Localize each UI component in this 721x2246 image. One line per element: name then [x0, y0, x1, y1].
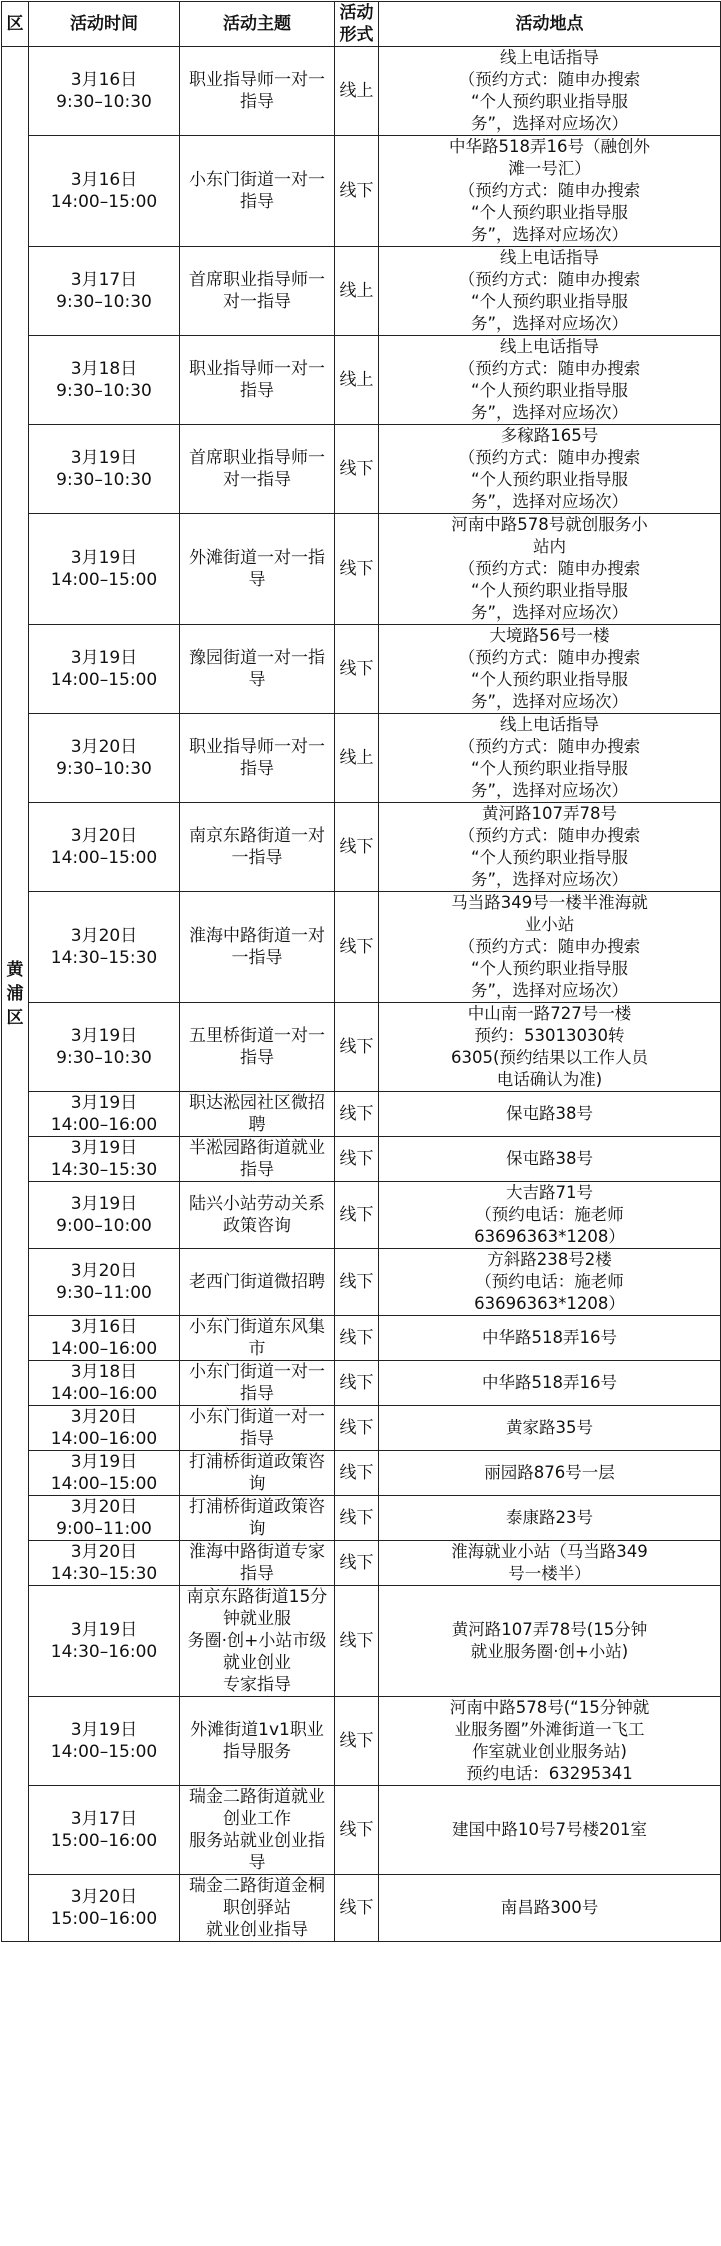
location-cell: 建国中路10号7号楼201室: [379, 1786, 721, 1875]
table-row: [2, 1182, 721, 1249]
location-cell: 黄河路107弄78号(15分钟 就业服务圈·创+小站): [379, 1586, 721, 1697]
location-cell: 淮海就业小站（马当路349 号一楼半）: [379, 1541, 721, 1586]
time-cell: 3月19日 14:00–15:00: [29, 514, 180, 625]
time-cell: 3月17日 9:30–10:30: [29, 247, 180, 336]
location-cell: 保屯路38号: [379, 1092, 721, 1137]
mode-cell: 线下: [335, 1316, 379, 1361]
district-cell: 黄 浦 区: [2, 47, 29, 1942]
mode-cell: 线下: [335, 1182, 379, 1249]
time-cell: 3月20日 9:30–10:30: [29, 714, 180, 803]
table-body: [2, 47, 721, 1942]
header-district: 区: [2, 2, 29, 47]
table-row: [2, 425, 721, 514]
mode-cell: 线下: [335, 803, 379, 892]
topic-cell: 五里桥街道一对一指导: [180, 1003, 335, 1092]
time-cell: 3月20日 14:00–15:00: [29, 803, 180, 892]
mode-cell: 线下: [335, 1361, 379, 1406]
time-cell: 3月19日 14:00–16:00: [29, 1092, 180, 1137]
location-cell: 南昌路300号: [379, 1875, 721, 1942]
mode-cell: 线下: [335, 625, 379, 714]
mode-cell: 线下: [335, 1249, 379, 1316]
mode-cell: 线下: [335, 1406, 379, 1451]
mode-cell: 线下: [335, 425, 379, 514]
mode-cell: 线下: [335, 136, 379, 247]
header-location: 活动地点: [379, 2, 721, 47]
time-cell: 3月16日 14:00–16:00: [29, 1316, 180, 1361]
table-row: [2, 1092, 721, 1137]
table-row: [2, 1451, 721, 1496]
location-cell: 河南中路578号(“15分钟就 业服务圈”外滩街道一飞工 作室就业创业服务站) 预约电话：63295341: [379, 1697, 721, 1786]
topic-cell: 淮海中路街道专家指导: [180, 1541, 335, 1586]
time-cell: 3月19日 9:30–10:30: [29, 425, 180, 514]
time-cell: 3月18日 9:30–10:30: [29, 336, 180, 425]
time-cell: 3月16日 9:30–10:30: [29, 47, 180, 136]
header-time: 活动时间: [29, 2, 180, 47]
topic-cell: 职业指导师一对一指导: [180, 714, 335, 803]
table-row: [2, 1003, 721, 1092]
topic-cell: 豫园街道一对一指导: [180, 625, 335, 714]
table-row: [2, 1406, 721, 1451]
location-cell: 马当路349号一楼半淮海就 业小站 （预约方式：随申办搜索 “个人预约职业指导服 务”，选择对应场次）: [379, 892, 721, 1003]
location-cell: 线上电话指导 （预约方式：随申办搜索 “个人预约职业指导服 务”，选择对应场次）: [379, 714, 721, 803]
time-cell: 3月19日 14:00–15:00: [29, 1697, 180, 1786]
mode-cell: 线上: [335, 47, 379, 136]
location-cell: 泰康路23号: [379, 1496, 721, 1541]
topic-cell: 小东门街道一对一指导: [180, 1406, 335, 1451]
location-cell: 丽园路876号一层: [379, 1451, 721, 1496]
mode-cell: 线下: [335, 1451, 379, 1496]
header-mode: 活动形式: [335, 2, 379, 47]
location-cell: 线上电话指导 （预约方式：随申办搜索 “个人预约职业指导服 务”，选择对应场次）: [379, 247, 721, 336]
table-row: [2, 1541, 721, 1586]
location-cell: 线上电话指导 （预约方式：随申办搜索 “个人预约职业指导服 务”，选择对应场次）: [379, 336, 721, 425]
table-row: [2, 514, 721, 625]
table-row: [2, 892, 721, 1003]
mode-cell: 线下: [335, 1092, 379, 1137]
location-cell: 大境路56号一楼 （预约方式：随申办搜索 “个人预约职业指导服 务”，选择对应场次）: [379, 625, 721, 714]
mode-cell: 线下: [335, 1496, 379, 1541]
header-topic: 活动主题: [180, 2, 335, 47]
topic-cell: 小东门街道一对一指导: [180, 1361, 335, 1406]
location-cell: 多稼路165号 （预约方式：随申办搜索 “个人预约职业指导服 务”，选择对应场次）: [379, 425, 721, 514]
time-cell: 3月18日 14:00–16:00: [29, 1361, 180, 1406]
topic-cell: 首席职业指导师一对一指导: [180, 247, 335, 336]
topic-cell: 老西门街道微招聘: [180, 1249, 335, 1316]
time-cell: 3月20日 9:00–11:00: [29, 1496, 180, 1541]
table-row: [2, 336, 721, 425]
topic-cell: 职达淞园社区微招聘: [180, 1092, 335, 1137]
time-cell: 3月20日 14:30–15:30: [29, 892, 180, 1003]
topic-cell: 小东门街道东风集市: [180, 1316, 335, 1361]
topic-cell: 打浦桥街道政策咨询: [180, 1451, 335, 1496]
time-cell: 3月20日 14:00–16:00: [29, 1406, 180, 1451]
location-cell: 中华路518弄16号: [379, 1316, 721, 1361]
mode-cell: 线上: [335, 714, 379, 803]
table-row: [2, 803, 721, 892]
time-cell: 3月16日 14:00–15:00: [29, 136, 180, 247]
location-cell: 中华路518弄16号（融创外 滩一号汇） （预约方式：随申办搜索 “个人预约职业指导服 务”，选择对应场次）: [379, 136, 721, 247]
time-cell: 3月20日 15:00–16:00: [29, 1875, 180, 1942]
table-row: [2, 1137, 721, 1182]
table-row: [2, 1697, 721, 1786]
table-row: [2, 136, 721, 247]
table-row: [2, 714, 721, 803]
time-cell: 3月19日 9:00–10:00: [29, 1182, 180, 1249]
topic-cell: 职业指导师一对一指导: [180, 336, 335, 425]
time-cell: 3月19日 9:30–10:30: [29, 1003, 180, 1092]
location-cell: 保屯路38号: [379, 1137, 721, 1182]
mode-cell: 线下: [335, 1786, 379, 1875]
table-row: [2, 1496, 721, 1541]
topic-cell: 南京东路街道15分钟就业服 务圈·创+小站市级就业创业 专家指导: [180, 1586, 335, 1697]
topic-cell: 外滩街道一对一指导: [180, 514, 335, 625]
table-row: [2, 1586, 721, 1697]
location-cell: 中山南一路727号一楼 预约：53013030转 6305(预约结果以工作人员 电话确认为准): [379, 1003, 721, 1092]
topic-cell: 打浦桥街道政策咨询: [180, 1496, 335, 1541]
topic-cell: 陆兴小站劳动关系政策咨询: [180, 1182, 335, 1249]
mode-cell: 线上: [335, 336, 379, 425]
time-cell: 3月19日 14:30–15:30: [29, 1137, 180, 1182]
time-cell: 3月19日 14:00–15:00: [29, 625, 180, 714]
header-row: [2, 2, 721, 47]
time-cell: 3月17日 15:00–16:00: [29, 1786, 180, 1875]
mode-cell: 线下: [335, 1586, 379, 1697]
activity-table: [1, 1, 721, 1942]
mode-cell: 线上: [335, 247, 379, 336]
location-cell: 黄河路107弄78号 （预约方式：随申办搜索 “个人预约职业指导服 务”，选择对应场次）: [379, 803, 721, 892]
location-cell: 黄家路35号: [379, 1406, 721, 1451]
location-cell: 线上电话指导 （预约方式：随申办搜索 “个人预约职业指导服 务”，选择对应场次）: [379, 47, 721, 136]
topic-cell: 小东门街道一对一指导: [180, 136, 335, 247]
time-cell: 3月19日 14:30–16:00: [29, 1586, 180, 1697]
table-row: [2, 1361, 721, 1406]
mode-cell: 线下: [335, 1003, 379, 1092]
table-row: [2, 1249, 721, 1316]
topic-cell: 职业指导师一对一指导: [180, 47, 335, 136]
location-cell: 方斜路238号2楼 （预约电话：施老师 63696363*1208）: [379, 1249, 721, 1316]
topic-cell: 淮海中路街道一对一指导: [180, 892, 335, 1003]
topic-cell: 首席职业指导师一对一指导: [180, 425, 335, 514]
table-row: [2, 625, 721, 714]
topic-cell: 半淞园路街道就业指导: [180, 1137, 335, 1182]
topic-cell: 瑞金二路街道金桐职创驿站 就业创业指导: [180, 1875, 335, 1942]
topic-cell: 外滩街道1v1职业指导服务: [180, 1697, 335, 1786]
mode-cell: 线下: [335, 1697, 379, 1786]
time-cell: 3月19日 14:00–15:00: [29, 1451, 180, 1496]
table-row: [2, 47, 721, 136]
time-cell: 3月20日 9:30–11:00: [29, 1249, 180, 1316]
mode-cell: 线下: [335, 1875, 379, 1942]
topic-cell: 瑞金二路街道就业创业工作 服务站就业创业指导: [180, 1786, 335, 1875]
table-row: [2, 247, 721, 336]
time-cell: 3月20日 14:30–15:30: [29, 1541, 180, 1586]
table-row: [2, 1316, 721, 1361]
mode-cell: 线下: [335, 892, 379, 1003]
location-cell: 中华路518弄16号: [379, 1361, 721, 1406]
table-row: [2, 1786, 721, 1875]
location-cell: 河南中路578号就创服务小 站内 （预约方式：随申办搜索 “个人预约职业指导服 务”，选择对应场次）: [379, 514, 721, 625]
table-row: [2, 1875, 721, 1942]
mode-cell: 线下: [335, 1137, 379, 1182]
mode-cell: 线下: [335, 1541, 379, 1586]
mode-cell: 线下: [335, 514, 379, 625]
topic-cell: 南京东路街道一对一指导: [180, 803, 335, 892]
location-cell: 大吉路71号 （预约电话：施老师 63696363*1208）: [379, 1182, 721, 1249]
